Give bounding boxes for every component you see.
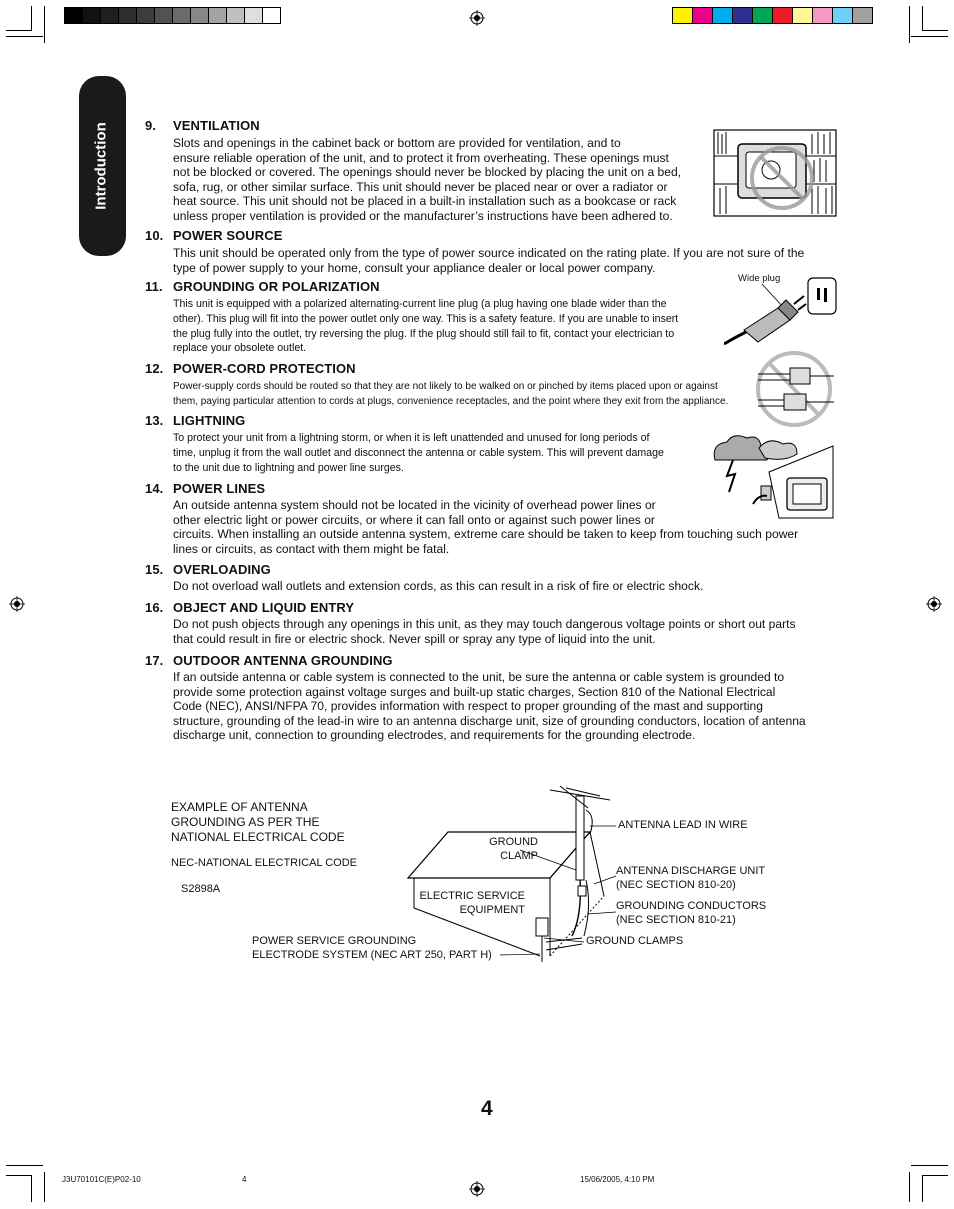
registration-mark-icon: [926, 596, 942, 612]
side-tab-label: Introduction: [92, 122, 110, 210]
grounding-conductors-label: GROUNDING CONDUCTORS (NEC SECTION 810-21): [616, 900, 767, 926]
color-swatch: [752, 7, 773, 24]
plug-label: Wide plug: [738, 273, 781, 284]
section-heading: 13. LIGHTNING: [145, 413, 246, 428]
color-swatch: [100, 7, 119, 24]
color-swatch: [812, 7, 833, 24]
diagram-caption: EXAMPLE OF ANTENNA GROUNDING AS PER THE NATIONAL ELECTRICAL CODE: [171, 800, 345, 844]
color-swatch: [190, 7, 209, 24]
color-swatch: [732, 7, 753, 24]
color-swatch: [154, 7, 173, 24]
crop-mark: [6, 1165, 43, 1166]
power-cord-illustration: [754, 350, 836, 428]
section-heading: 14. POWER LINES: [145, 481, 266, 496]
crop-mark: [44, 6, 45, 43]
footer-page: 4: [242, 1175, 247, 1184]
power-service-label: POWER SERVICE GROUNDING ELECTRODE SYSTEM (NEC ART 250, PART H): [252, 935, 492, 961]
section-body: This unit is equipped with a polarized alternating-current line plug (a plug having one blade wider than the other). This plug will fit into the power outlet only one way. This is a safety feature. If you are unable to insert the plug fully into the outlet, try reversing the plug. If the plug should still fail to fit, contact your electrician to replace your obsolete outlet.: [173, 298, 679, 355]
lightning-illustration: [709, 432, 837, 524]
crop-mark: [911, 36, 948, 37]
discharge-unit-label: ANTENNA DISCHARGE UNIT (NEC SECTION 810-20): [616, 865, 766, 891]
crop-mark: [922, 1175, 923, 1202]
color-swatch: [118, 7, 137, 24]
crop-mark: [31, 6, 32, 30]
color-swatch: [172, 7, 191, 24]
ground-clamps-label: GROUND CLAMPS: [586, 935, 684, 947]
ground-clamp-label: GROUND CLAMP: [489, 836, 538, 862]
section-body: Do not overload wall outlets and extension cords, as this can result in a risk of fire or electric shock.: [173, 579, 704, 593]
ventilation-illustration: [712, 126, 838, 220]
color-swatch: [712, 7, 733, 24]
color-swatch: [692, 7, 713, 24]
crop-mark: [909, 1172, 910, 1202]
crop-mark: [922, 1175, 948, 1176]
color-swatch: [772, 7, 793, 24]
crop-mark: [31, 1175, 32, 1202]
section-heading: 16. OBJECT AND LIQUID ENTRY: [145, 600, 355, 615]
color-swatch: [852, 7, 873, 24]
color-swatch: [832, 7, 853, 24]
section-body: Power-supply cords should be routed so that they are not likely to be walked on or pinched by items placed upon or against them, paying particular attention to cords at plugs, convenience receptacles, and the point where they exit from the appliance.: [173, 381, 729, 407]
footer-filename: J3U70101C(E)P02-10: [62, 1175, 141, 1184]
section-body: Slots and openings in the cabinet back or bottom are provided for ventilation, and to ensure reliable operation of the unit, and to protect it from overheating. These openings must not be blocked or covered. The openings should never be blocked by placing the unit on a bed, sofa, rug, or other similar surface. This unit should never be placed near or over a radiator or heat source. This unit should not be placed in a built-in installation such as a bookcase or rack unless proper ventilation is provided or the manufacturer’s instructions have been adhered to.: [173, 136, 682, 223]
section-heading: 10. POWER SOURCE: [145, 228, 283, 243]
section-heading: 11. GROUNDING OR POLARIZATION: [145, 279, 380, 294]
section-body: Do not push objects through any openings in this unit, as they may touch dangerous voltage points or short out parts that could result in fire or electric shock. Never spill or spray any type of liquid into the unit.: [173, 617, 796, 646]
electric-service-label: ELECTRIC SERVICE EQUIPMENT: [419, 890, 525, 916]
registration-mark-icon: [469, 1181, 485, 1197]
color-swatch: [244, 7, 263, 24]
nec-label: NEC-NATIONAL ELECTRICAL CODE: [171, 857, 358, 869]
crop-mark: [909, 6, 910, 43]
crop-mark: [6, 30, 32, 31]
section-heading: 9. VENTILATION: [145, 118, 260, 133]
color-swatch: [226, 7, 245, 24]
section-body: This unit should be operated only from the type of power source indicated on the rating plate. If you are not sure of the type of power supply to your home, consult your appliance dealer or local power company.: [173, 246, 805, 275]
color-swatch: [262, 7, 281, 24]
section-heading: 17. OUTDOOR ANTENNA GROUNDING: [145, 653, 393, 668]
section-heading: 12. POWER-CORD PROTECTION: [145, 361, 356, 376]
crop-mark: [922, 6, 923, 30]
color-swatch: [208, 7, 227, 24]
color-swatch: [82, 7, 101, 24]
registration-mark-icon: [9, 596, 25, 612]
crop-mark: [44, 1172, 45, 1202]
antenna-lead-label: ANTENNA LEAD IN WIRE: [618, 819, 748, 831]
crop-mark: [911, 1165, 948, 1166]
color-swatch: [136, 7, 155, 24]
footer-timestamp: 15/06/2005, 4:10 PM: [580, 1175, 655, 1184]
section-heading: 15. OVERLOADING: [145, 562, 271, 577]
crop-mark: [6, 1175, 32, 1176]
page-number: 4: [481, 1097, 493, 1120]
color-swatch: [64, 7, 83, 24]
color-swatch: [792, 7, 813, 24]
diagram-code: S2898A: [181, 883, 221, 895]
polarized-plug-illustration: [724, 272, 840, 348]
section-body: To protect your unit from a lightning storm, or when it is left unattended and unused for long periods of time, unplug it from the wall outlet and disconnect the antenna or cable system. This will prevent damage to the unit due to lightning and power line surges.: [173, 432, 664, 474]
section-body: If an outside antenna or cable system is connected to the unit, be sure the antenna or cable system is grounded to provide some protection against voltage surges and built-up static charges, Section 810 of the National Electrical Code (NEC), ANSI/NFPA 70, provides information with respect to proper grounding of the mast and supporting structure, grounding of the lead-in wire to an antenna discharge unit, size of grounding conductors, location of antenna discharge unit, connection to grounding electrodes, and requirements for the grounding electrode.: [173, 670, 806, 742]
crop-mark: [922, 30, 948, 31]
crop-mark: [6, 36, 43, 37]
registration-mark-icon: [469, 10, 485, 26]
section-body: An outside antenna system should not be located in the vicinity of overhead power lines or other electric light or power circuits, or where it can fall onto or against such power lines or circuits. When installing an outside antenna system, extreme care should be taken to keep from touching such power lines or circuits, as contact with them might be fatal.: [173, 498, 799, 556]
color-swatch: [672, 7, 693, 24]
